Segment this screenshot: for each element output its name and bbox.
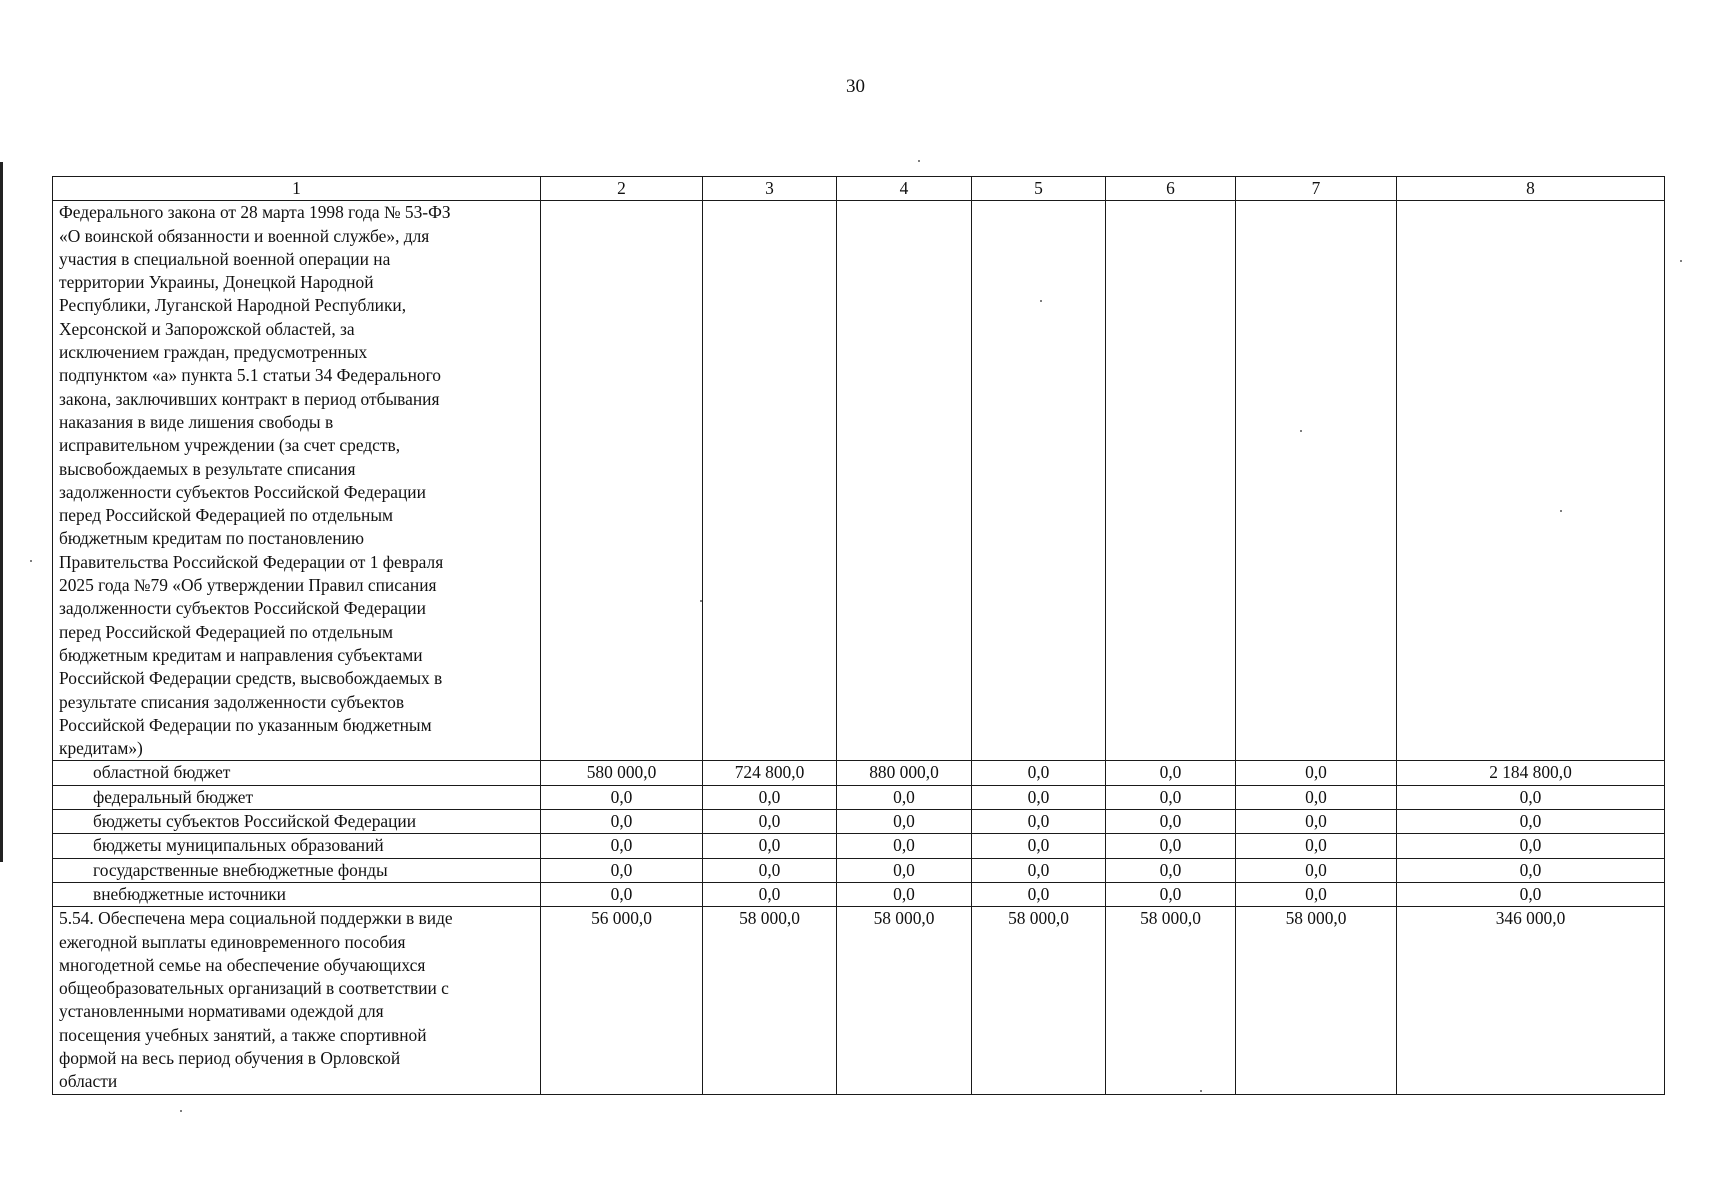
column-number: 5 (972, 177, 1106, 201)
amount-cell: 0,0 (1236, 810, 1397, 834)
column-number: 3 (703, 177, 837, 201)
amount-cell: 0,0 (972, 882, 1106, 906)
empty-cell (703, 201, 837, 761)
empty-cell (1236, 201, 1397, 761)
funding-source-label: бюджеты муниципальных образований (53, 834, 541, 858)
amount-cell: 0,0 (837, 882, 972, 906)
amount-cell: 0,0 (1236, 858, 1397, 882)
continued-measure-description (53, 201, 541, 761)
funding-row (53, 785, 1665, 809)
budget-table (52, 176, 1665, 1095)
amount-cell: 0,0 (972, 858, 1106, 882)
scan-speck (180, 1110, 182, 1112)
column-number: 2 (541, 177, 703, 201)
funding-row (53, 882, 1665, 906)
amount-cell: 0,0 (1106, 834, 1236, 858)
total-cell: 0,0 (1397, 858, 1665, 882)
amount-cell: 0,0 (703, 810, 837, 834)
amount-cell: 0,0 (837, 810, 972, 834)
amount-cell: 0,0 (972, 761, 1106, 785)
funding-row (53, 761, 1665, 785)
column-number: 7 (1236, 177, 1397, 201)
scan-speck (1560, 510, 1562, 512)
description-line: области (59, 1071, 118, 1092)
amount-cell: 880 000,0 (837, 761, 972, 785)
amount-cell: 0,0 (1236, 785, 1397, 809)
amount-cell: 0,0 (1236, 761, 1397, 785)
funding-source-label: бюджеты субъектов Российской Федерации (53, 810, 541, 834)
total-cell: 0,0 (1397, 785, 1665, 809)
scan-speck (918, 160, 920, 162)
amount-cell: 0,0 (1106, 810, 1236, 834)
amount-cell: 0,0 (972, 834, 1106, 858)
amount-cell: 58 000,0 (972, 907, 1106, 1094)
amount-cell: 0,0 (1106, 761, 1236, 785)
description-line: перед Российской Федерацией по отдельным (59, 621, 394, 642)
description-line: участия в специальной военной операции на (59, 248, 391, 269)
amount-cell: 0,0 (1106, 882, 1236, 906)
amount-cell: 0,0 (703, 785, 837, 809)
amount-cell: 0,0 (837, 785, 972, 809)
amount-cell: 58 000,0 (1236, 907, 1397, 1094)
description-line: установленными нормативами одеждой для (59, 1001, 384, 1022)
total-cell: 0,0 (1397, 834, 1665, 858)
description-line: 2025 года №79 «Об утверждении Правил списания (59, 575, 437, 596)
amount-cell: 0,0 (837, 858, 972, 882)
funding-source-label: государственные внебюджетные фонды (53, 858, 541, 882)
description-line: Правительства Российской Федерации от 1 февраля (59, 551, 444, 572)
funding-source-label: областной бюджет (53, 761, 541, 785)
amount-cell: 56 000,0 (541, 907, 703, 1094)
scan-speck (1680, 260, 1682, 262)
empty-cell (1106, 201, 1236, 761)
total-cell: 0,0 (1397, 810, 1665, 834)
description-line: 5.54. Обеспечена мера социальной поддержки в виде (59, 908, 453, 929)
description-line: перед Российской Федерацией по отдельным (59, 505, 394, 526)
amount-cell: 58 000,0 (1106, 907, 1236, 1094)
amount-cell: 0,0 (1236, 834, 1397, 858)
scan-speck (700, 600, 702, 602)
description-line: Республики, Луганской Народной Республики, (59, 295, 407, 316)
scan-speck (30, 560, 32, 562)
description-line: высвобождаемых в результате списания (59, 458, 356, 479)
scan-speck (1300, 430, 1302, 432)
description-line: закона, заключивших контракт в период отбывания (59, 388, 440, 409)
description-line: формой на весь период обучения в Орловской (59, 1047, 401, 1068)
funding-source-label: федеральный бюджет (53, 785, 541, 809)
amount-cell: 0,0 (541, 858, 703, 882)
description-line: Российской Федерации по указанным бюджетным (59, 714, 432, 735)
scan-speck (1040, 300, 1042, 302)
page-number: 30 (846, 76, 865, 97)
empty-cell (1397, 201, 1665, 761)
description-line: результате списания задолженности субъектов (59, 691, 405, 712)
description-line: бюджетным кредитам по постановлению (59, 528, 364, 549)
measure-5-54-description (53, 907, 541, 1094)
empty-cell (972, 201, 1106, 761)
total-cell: 346 000,0 (1397, 907, 1665, 1094)
amount-cell: 0,0 (1106, 858, 1236, 882)
amount-cell: 58 000,0 (837, 907, 972, 1094)
funding-row (53, 834, 1665, 858)
description-line: исключением граждан, предусмотренных (59, 342, 368, 363)
description-line: «О воинской обязанности и военной службе», для (59, 225, 430, 246)
funding-row (53, 858, 1665, 882)
description-line: Российской Федерации средств, высвобождаемых в (59, 668, 443, 689)
amount-cell: 0,0 (1236, 882, 1397, 906)
description-line: задолженности субъектов Российской Федерации (59, 598, 426, 619)
total-cell: 2 184 800,0 (1397, 761, 1665, 785)
description-line: многодетной семье на обеспечение обучающихся (59, 954, 426, 975)
amount-cell: 0,0 (972, 810, 1106, 834)
description-line: подпунктом «а» пункта 5.1 статьи 34 Федерального (59, 365, 442, 386)
amount-cell: 0,0 (541, 810, 703, 834)
column-number: 8 (1397, 177, 1665, 201)
scan-speck (1200, 1090, 1202, 1092)
continued-measure-row (53, 201, 1665, 761)
amount-cell: 0,0 (1106, 785, 1236, 809)
amount-cell: 724 800,0 (703, 761, 837, 785)
amount-cell: 0,0 (541, 882, 703, 906)
amount-cell: 0,0 (703, 858, 837, 882)
description-line: исправительном учреждении (за счет средств, (59, 435, 401, 456)
amount-cell: 0,0 (703, 882, 837, 906)
amount-cell: 580 000,0 (541, 761, 703, 785)
description-line: территории Украины, Донецкой Народной (59, 272, 374, 293)
column-number-row (53, 177, 1665, 201)
empty-cell (541, 201, 703, 761)
description-line: задолженности субъектов Российской Федерации (59, 481, 426, 502)
column-number: 4 (837, 177, 972, 201)
funding-row (53, 810, 1665, 834)
description-line: Херсонской и Запорожской областей, за (59, 318, 355, 339)
amount-cell: 0,0 (837, 834, 972, 858)
description-line: наказания в виде лишения свободы в (59, 411, 334, 432)
description-line: кредитам») (59, 738, 143, 759)
measure-row-5-54 (53, 907, 1665, 1094)
funding-source-label: внебюджетные источники (53, 882, 541, 906)
amount-cell: 58 000,0 (703, 907, 837, 1094)
description-line: Федерального закона от 28 марта 1998 года № 53-ФЗ (59, 202, 451, 223)
scan-edge-mark (0, 162, 3, 862)
description-line: общеобразовательных организаций в соответствии с (59, 978, 449, 999)
description-line: бюджетным кредитам и направления субъектами (59, 644, 423, 665)
amount-cell: 0,0 (541, 785, 703, 809)
description-line: ежегодной выплаты единовременного пособия (59, 931, 406, 952)
empty-cell (837, 201, 972, 761)
description-line: посещения учебных занятий, а также спортивной (59, 1024, 427, 1045)
amount-cell: 0,0 (541, 834, 703, 858)
amount-cell: 0,0 (972, 785, 1106, 809)
total-cell: 0,0 (1397, 882, 1665, 906)
column-number: 1 (53, 177, 541, 201)
column-number: 6 (1106, 177, 1236, 201)
amount-cell: 0,0 (703, 834, 837, 858)
